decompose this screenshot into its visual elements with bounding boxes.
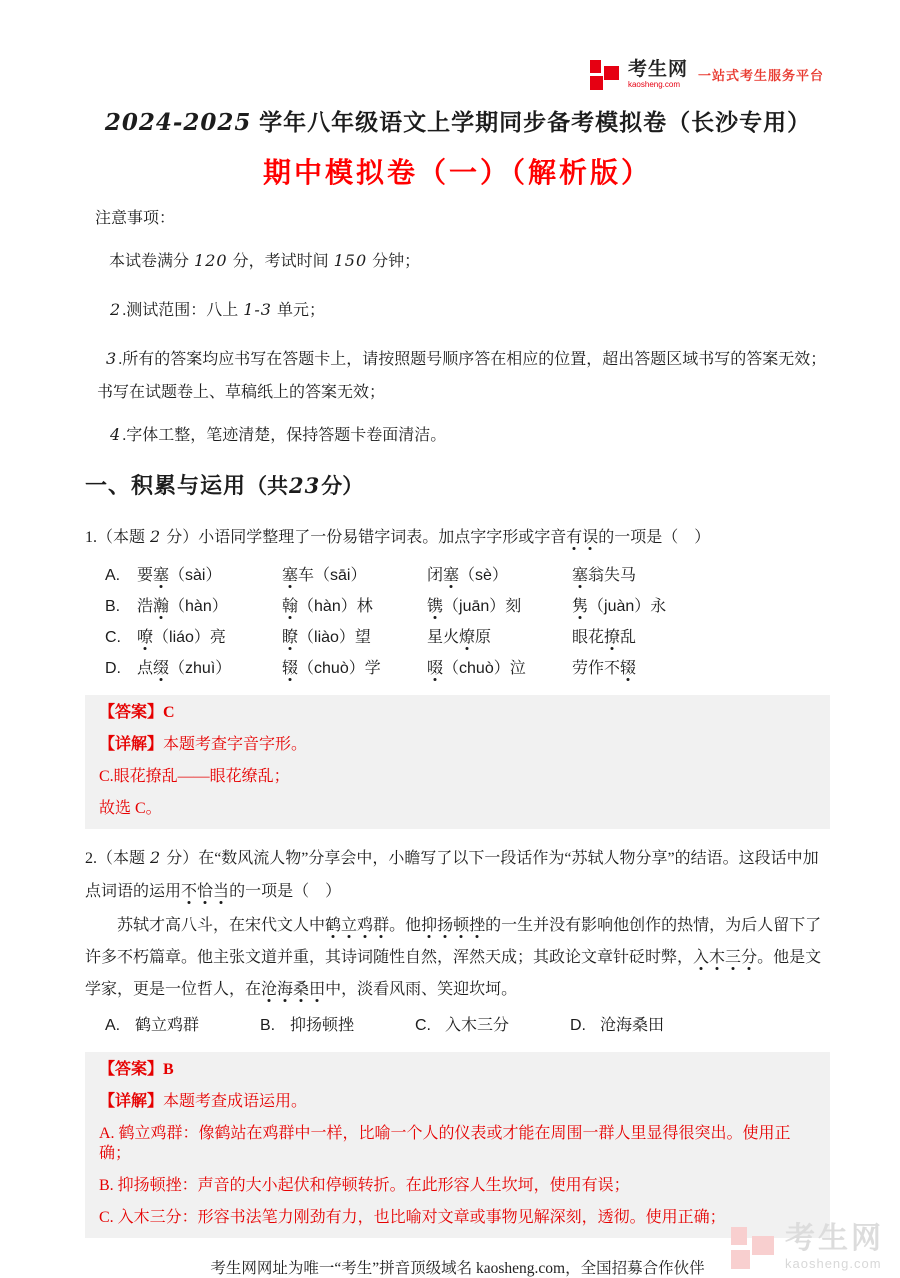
q2-option-c <box>415 1014 570 1038</box>
answer-line: C. 入木三分：形容书法笔力刚劲有力，也比喻对文章或事物见解深刻，透彻。使用正确； <box>99 1209 726 1226</box>
question-1-stem: 1.（本题 2 分）小语同学整理了一份易错字词表。加点字字形或字音有误的一项是（ ） <box>85 527 711 546</box>
header <box>85 56 830 92</box>
answer-label: 【答案】 <box>99 1061 164 1078</box>
q2-option-a <box>105 1014 260 1038</box>
q2-option-d <box>570 1014 664 1038</box>
notice-line: 本试卷满分 120 分，考试时间 150 分钟； <box>109 251 421 270</box>
question-2-options <box>105 1014 830 1038</box>
question-1-options <box>105 564 830 681</box>
option-item: 辍（chuò）学 <box>282 660 381 677</box>
q2-option-b <box>260 1014 415 1038</box>
question-2 <box>85 841 830 1038</box>
notice-section <box>85 209 830 446</box>
option-label: D. <box>105 660 121 677</box>
answer-line: 【答案】B <box>99 1061 174 1078</box>
answer-label: 【答案】 <box>99 704 164 721</box>
answer-label: 【详解】 <box>99 1093 164 1110</box>
notice-line: 3.所有的答案均应书写在答题卡上，请按照题号顺序答在相应的位置，超出答题区域书写的答案无效； <box>106 349 827 368</box>
kaosheng-watermark-logo-icon <box>731 1224 777 1270</box>
answer-line: 【答案】C <box>99 704 175 721</box>
exam-subtitle: 期中模拟卷（一）（解析版） <box>262 158 652 189</box>
kaosheng-logo-icon <box>590 58 622 90</box>
answer-label: 【详解】 <box>99 736 164 753</box>
option-item: 点缀（zhuì） <box>137 660 232 677</box>
question-2-passage: 苏轼才高八斗，在宋代文人中鹤立鸡群。他抑扬顿挫的一生并没有影响他创作的热情，为后人留下了许多不朽篇章。他主张文道并重，其诗词随性自然，浑然天成；其政论文章针砭时弊，入木三分。他是文学家，更是一位哲人，在沧海桑田中，淡看风雨、笑迎坎坷。 <box>85 917 822 998</box>
option-label: D. <box>570 1017 586 1034</box>
option-item: 瞭（liào）望 <box>282 629 371 646</box>
brand-domain: kaosheng.com <box>627 79 680 89</box>
option-item: 劳作不辍 <box>572 660 637 677</box>
option-item: 星火燎原 <box>427 629 492 646</box>
notice-line: 2.测试范围：八上 1-3 单元； <box>110 300 325 319</box>
option-item: 塞车（sāi） <box>282 567 367 584</box>
answer-line: 【详解】本题考查成语运用。 <box>99 1093 308 1110</box>
section-heading <box>85 472 830 500</box>
option-item: 要塞（sài） <box>137 567 222 584</box>
exam-title: 2024-2025 学年八年级语文上学期同步备考模拟卷（长沙专用） <box>104 109 812 136</box>
brand-name: 考生网 <box>627 58 688 80</box>
option-label: A. <box>105 1017 121 1034</box>
notice-line: 书写在试题卷上、草稿纸上的答案无效； <box>97 384 386 401</box>
option-label: A. <box>105 567 121 584</box>
option-item: 眼花撩乱 <box>572 629 637 646</box>
option-item: 翰（hàn）林 <box>282 598 373 615</box>
section-heading-rest: （共23分） <box>246 473 364 498</box>
option-item: 嘹（liáo）亮 <box>137 629 226 646</box>
option-label: B. <box>105 598 121 615</box>
footer-text: 考生网网址为唯一“考生”拼音顶级域名 kaosheng.com，全国招募合作伙伴 <box>210 1260 705 1277</box>
option-item: 抑扬顿挫 <box>290 1017 355 1034</box>
kaosheng-watermark <box>731 1224 884 1270</box>
watermark-brand-name: 考生网 <box>785 1222 884 1255</box>
answer-line: 故选 C。 <box>99 800 162 817</box>
answer-line: C.眼花撩乱——眼花缭乱； <box>99 768 290 785</box>
question-2-stem: 2.（本题 2 分）在“数风流人物”分享会中，小瞻写了以下一段话作为“苏轼人物分享”的结语。这段话中加点词语的运用不恰当的一项是（ ） <box>85 848 819 900</box>
section-heading-bold: 一、积累与运用 <box>85 473 247 498</box>
option-item: 鹤立鸡群 <box>135 1017 200 1034</box>
option-item: 啜（chuò）泣 <box>427 660 526 677</box>
option-label: C. <box>415 1017 431 1034</box>
notice-heading: 注意事项： <box>95 210 176 227</box>
brand-text <box>628 60 688 89</box>
brand-tagline: 一站式考生服务平台 <box>697 67 824 83</box>
q1-option-b <box>105 595 830 619</box>
option-label: B. <box>260 1017 276 1034</box>
option-item: 塞翁失马 <box>572 567 637 584</box>
option-label: C. <box>105 629 121 646</box>
answer-line: A. 鹤立鸡群：像鹤站在鸡群中一样，比喻一个人的仪表或才能在周围一群人里显得很突出。使用正确； <box>99 1125 791 1162</box>
q1-option-c <box>105 626 830 650</box>
notice-line: 4.字体工整，笔迹清楚，保持答题卡卷面清洁。 <box>110 425 447 444</box>
watermark-brand-domain: kaosheng.com <box>785 1256 882 1271</box>
answer-block-2 <box>85 1052 830 1238</box>
option-item: 沧海桑田 <box>600 1017 665 1034</box>
q1-option-a <box>105 564 830 588</box>
q1-option-d <box>105 657 830 681</box>
option-item: 镌（juān）刻 <box>427 598 522 615</box>
answer-line: B. 抑扬顿挫：声音的大小起伏和停顿转折。在此形容人生坎坷，使用有误； <box>99 1177 630 1194</box>
option-item: 隽（juàn）永 <box>572 598 667 615</box>
answer-block-1 <box>85 695 830 829</box>
answer-line: 【详解】本题考查字音字形。 <box>99 736 308 753</box>
option-item: 闭塞（sè） <box>427 567 508 584</box>
option-item: 入木三分 <box>445 1017 510 1034</box>
option-item: 浩瀚（hàn） <box>137 598 228 615</box>
watermark-text <box>785 1224 884 1270</box>
